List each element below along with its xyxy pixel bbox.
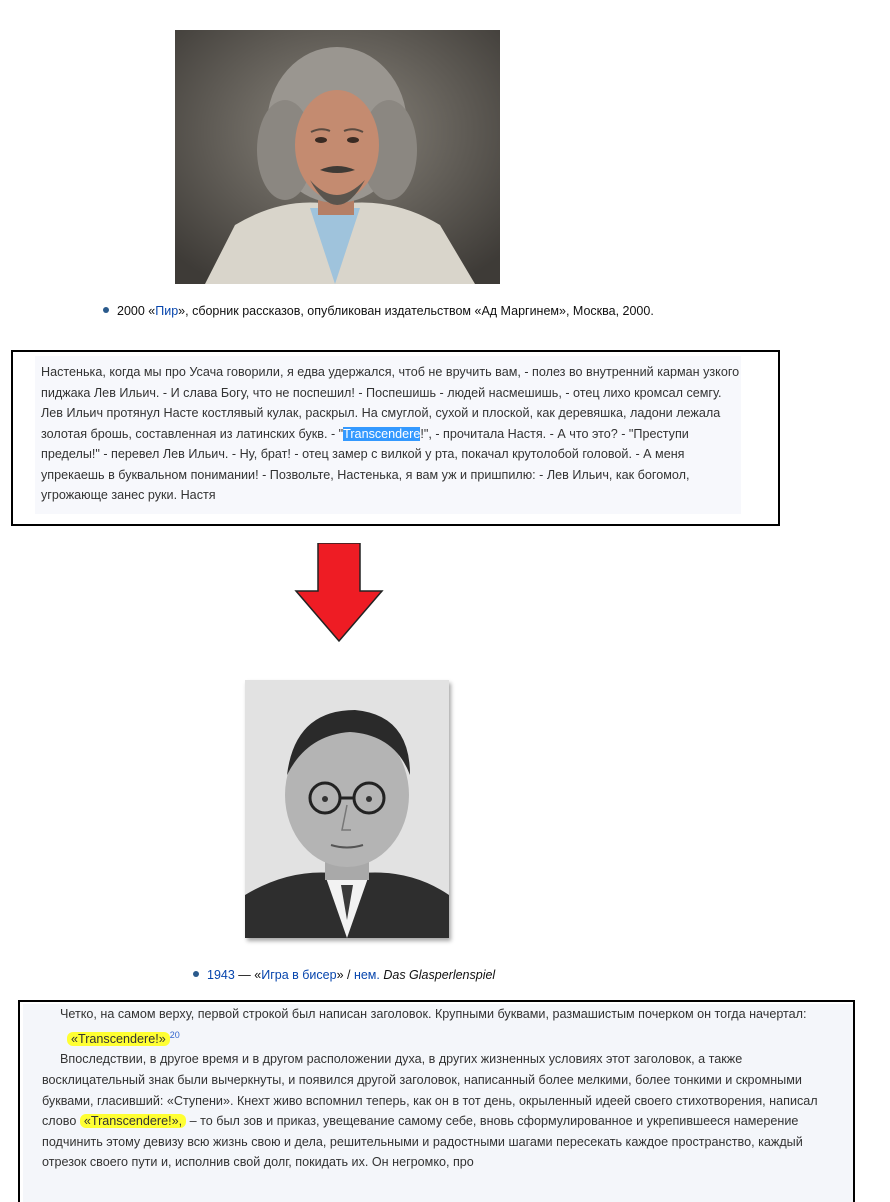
quote2-heading-line bbox=[42, 1025, 842, 1050]
quote2-p2-after: – то был зов и приказ, увещевание самому себе, вновь сформулированное и укрепившееся намерение подчинить этому девизу всю жизнь свою и дела, решительными и радостными шагами пересекать каждое пространство, каждый отрезок своего пути и, исполнив свой долг, покидать их. Он негромко, про bbox=[42, 1114, 803, 1170]
highlighted-heading: «Transcendere!» bbox=[67, 1032, 170, 1046]
quote2-p2-before: Впоследствии, в другое время и в другом расположении духа, в других жизненных условиях этот заголовок, а также восклицательный знак были вычеркнуты, и появился другой заголовок, написанный более мелкими, более тонкими и скромными буквами, гласивший: «Ступени». Кнехт живо вспомнил теперь, как он в тот день, окрыленный идеей своего стихотворения, написал слово bbox=[42, 1052, 818, 1129]
bullet-icon bbox=[103, 307, 109, 313]
original-title: Das Glasperlenspiel bbox=[383, 968, 496, 982]
down-arrow-icon bbox=[294, 543, 384, 643]
quote-text-2 bbox=[42, 1004, 842, 1173]
item-description: », сборник рассказов, опубликован издательством «Ад Маргинем», Москва, 2000. bbox=[178, 304, 654, 318]
quote-mark: « bbox=[148, 304, 156, 318]
list-item-glass-bead-game bbox=[193, 967, 495, 983]
separator-text: » / bbox=[336, 968, 354, 982]
author-photo-1 bbox=[175, 30, 500, 284]
quote2-paragraph-2 bbox=[42, 1049, 842, 1173]
author-photo-2 bbox=[245, 680, 449, 938]
year-1943-link[interactable]: 1943 bbox=[207, 968, 235, 982]
quote-text-after: !", - прочитала Настя. - А что это? - "Преступи пределы!" - перевел Лев Ильич. - Ну, брат! - отец замер с вилкой у рта, покачал крутолобой головой. - А меня упрекаешь в буквальном понимании! - Позвольте, Настенька, я вам уж и пришпилю: - Лев Ильич, как богомол, угрожающе занес руки. Настя bbox=[41, 426, 690, 502]
quote-text-1 bbox=[41, 362, 741, 506]
quote-box-1 bbox=[11, 350, 780, 526]
pir-link[interactable]: Пир bbox=[155, 304, 179, 318]
footnote-ref[interactable]: 20 bbox=[169, 1029, 180, 1040]
bullet-icon bbox=[193, 971, 199, 977]
highlighted-word: «Transcendere!», bbox=[80, 1114, 186, 1128]
quote2-paragraph-1: Четко, на самом верху, первой строкой был написан заголовок. Крупными буквами, размашистым почерком он тогда начертал: bbox=[60, 1007, 807, 1021]
german-lang-link[interactable]: нем. bbox=[353, 968, 380, 982]
selected-word: Transcendere bbox=[343, 426, 421, 441]
glass-bead-game-link[interactable]: Игра в бисер bbox=[261, 968, 337, 982]
quote-box-2 bbox=[18, 1000, 855, 1202]
quote-text-before: Настенька, когда мы про Усача говорили, я едва удержался, чтоб не вручить вам, - полез во внутренний карман узкого пиджака Лев Ильич. - И слава Богу, что не поспешил! - Поспешишь - людей насмешишь, - отец лихо кромсал семгу. Лев Ильич протянул Насте костлявый кулак, раскрыл. На смуглой, сухой и плоской, как деревяшка, ладони лежала золотая брошь, составленная из латинских букв. - " bbox=[41, 365, 740, 441]
item-year: 2000 bbox=[117, 304, 145, 318]
dash-text: — « bbox=[234, 968, 262, 982]
list-item-pir bbox=[103, 303, 654, 319]
